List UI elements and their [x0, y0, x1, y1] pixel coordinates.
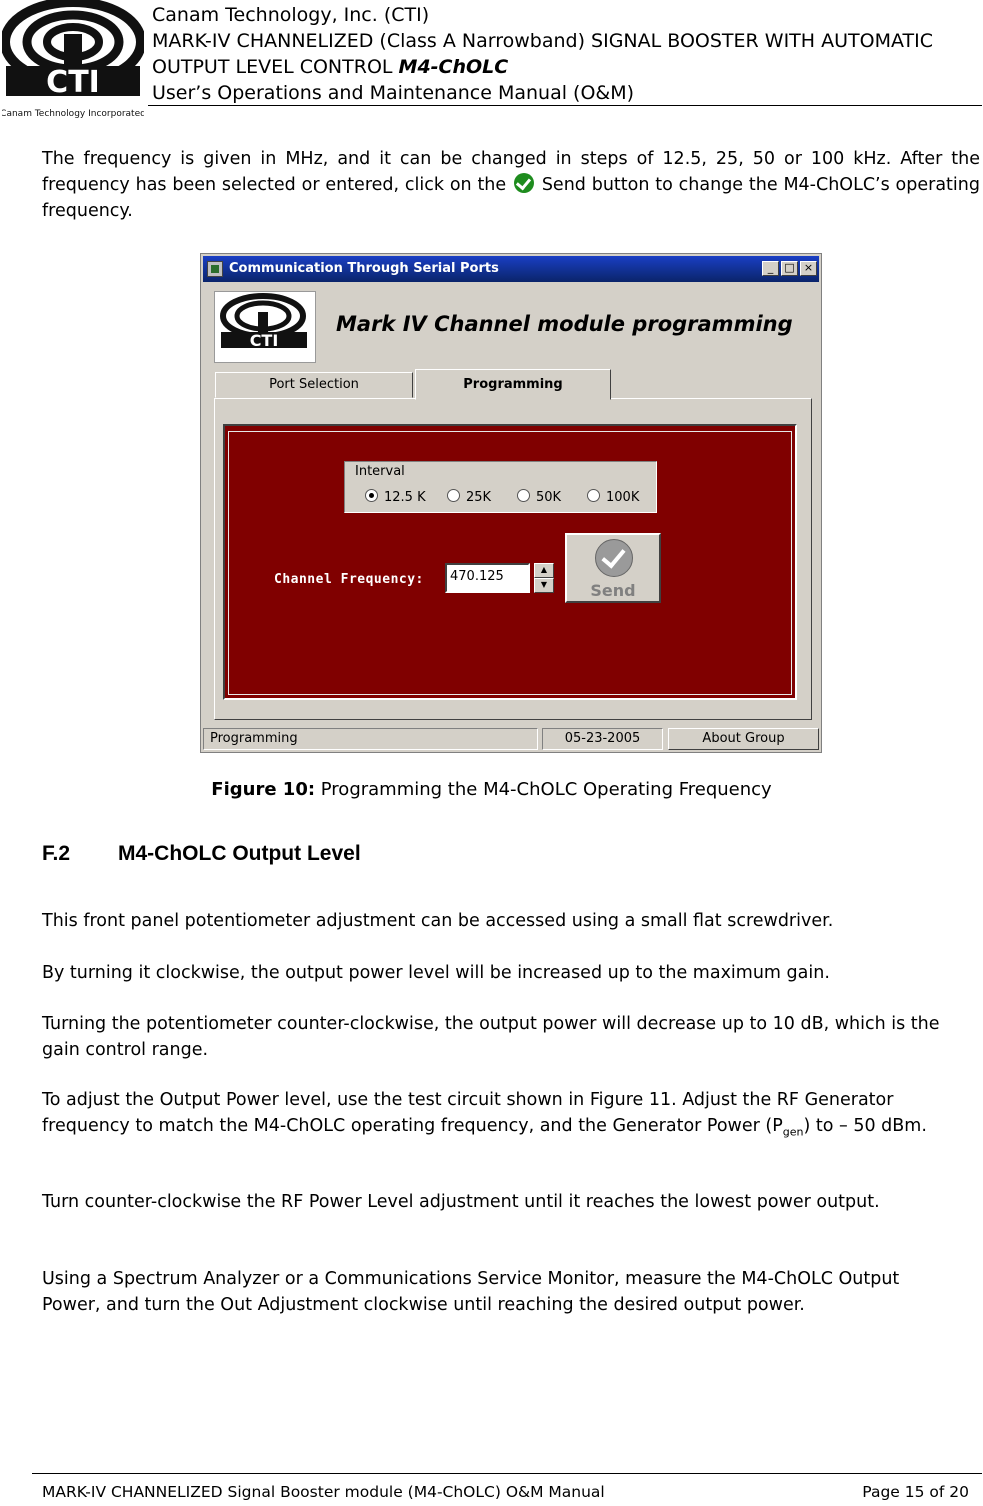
- channel-frequency-input[interactable]: 470.125: [445, 563, 530, 593]
- tab-programming[interactable]: Programming: [415, 369, 611, 400]
- radio-selected-icon: [365, 489, 378, 502]
- minimize-button[interactable]: _: [762, 261, 779, 276]
- paragraph-2: By turning it clockwise, the output power level will be increased up to the maximum gain.: [42, 963, 830, 983]
- radio-100k[interactable]: 100K: [587, 489, 639, 505]
- header-line3: OUTPUT LEVEL CONTROL M4-ChOLC: [152, 56, 509, 78]
- check-icon: [595, 539, 633, 577]
- send-button[interactable]: [565, 533, 661, 603]
- header-company: Canam Technology, Inc. (CTI): [152, 4, 430, 26]
- send-label: Send: [590, 581, 636, 600]
- paragraph-6: Using a Spectrum Analyzer or a Communications Service Monitor, measure the M4-ChOLC Output Power, and turn the Out Adjustment clockwise until reaching the desired output power.: [42, 1269, 900, 1315]
- app-logo: [214, 291, 316, 363]
- status-text: Programming: [203, 728, 538, 750]
- app-icon: [207, 261, 223, 277]
- logo-subtext: Canam Technology Incorporated: [2, 109, 144, 119]
- paragraph-4: To adjust the Output Power level, use the test circuit shown in Figure 11. Adjust the RF Generator frequency to match the M4-ChOLC operating frequency, and the Generator Power $(P_{gen})$ to – 50 dBm.: [42, 1090, 927, 1139]
- close-button[interactable]: ×: [800, 261, 817, 276]
- header-line2: MARK-IV CHANNELIZED (Class A Narrowband) SIGNAL BOOSTER WITH AUTOMATIC: [152, 30, 933, 52]
- interval-legend: Interval: [355, 464, 405, 479]
- header-model: M4-ChOLC: [398, 56, 509, 78]
- intro-paragraph: The frequency is given in MHz, and it can be changed in steps of 12.5, 25, 50 or 100 kHz. After the frequency has been selected or entered, click on the Send button to change the M4-ChOLC’s operating frequency.: [42, 149, 980, 221]
- logo-text: CTI: [46, 65, 100, 100]
- document-header: [152, 2, 933, 106]
- radio-12-5k[interactable]: 12.5 K: [365, 489, 426, 505]
- page-number: Page 15 of 20: [862, 1483, 969, 1501]
- maximize-button[interactable]: □: [781, 261, 798, 276]
- header-line4: User’s Operations and Maintenance Manual (O&M): [152, 82, 635, 104]
- radio-25k[interactable]: 25K: [447, 489, 491, 505]
- programming-window: [200, 253, 822, 753]
- cti-logo: [2, 0, 144, 122]
- tab-port-selection[interactable]: Port Selection: [215, 372, 413, 398]
- figure-caption: Figure 10: Programming the M4-ChOLC Operating Frequency: [211, 779, 772, 800]
- window-title: Communication Through Serial Ports: [229, 261, 499, 276]
- radio-50k[interactable]: 50K: [517, 489, 561, 505]
- window-titlebar: [203, 256, 819, 282]
- send-check-icon: [514, 173, 534, 193]
- about-group-button[interactable]: About Group: [668, 728, 819, 750]
- section-heading: F.2 M4-ChOLC Output Level: [42, 842, 361, 865]
- svg-text:CTI: CTI: [249, 331, 279, 350]
- status-date: 05-23-2005: [542, 728, 663, 750]
- footer-divider: [32, 1473, 982, 1474]
- app-title: Mark IV Channel module programming: [336, 312, 793, 336]
- interval-group: [344, 461, 657, 513]
- paragraph-5: Turn counter-clockwise the RF Power Level adjustment until it reaches the lowest power output.: [42, 1192, 880, 1212]
- footer-title: MARK-IV CHANNELIZED Signal Booster module (M4-ChOLC) O&M Manual: [42, 1483, 605, 1501]
- paragraph-1: This front panel potentiometer adjustment can be accessed using a small flat screwdriver.: [42, 911, 834, 931]
- spin-up-button[interactable]: ▲: [534, 563, 554, 578]
- spin-down-button[interactable]: ▼: [534, 578, 554, 593]
- header-divider: [148, 105, 982, 106]
- paragraph-3: Turning the potentiometer counter-clockwise, the output power will decrease up to 10 dB, which is the gain control range.: [42, 1014, 940, 1060]
- channel-frequency-label: Channel Frequency:: [274, 572, 424, 587]
